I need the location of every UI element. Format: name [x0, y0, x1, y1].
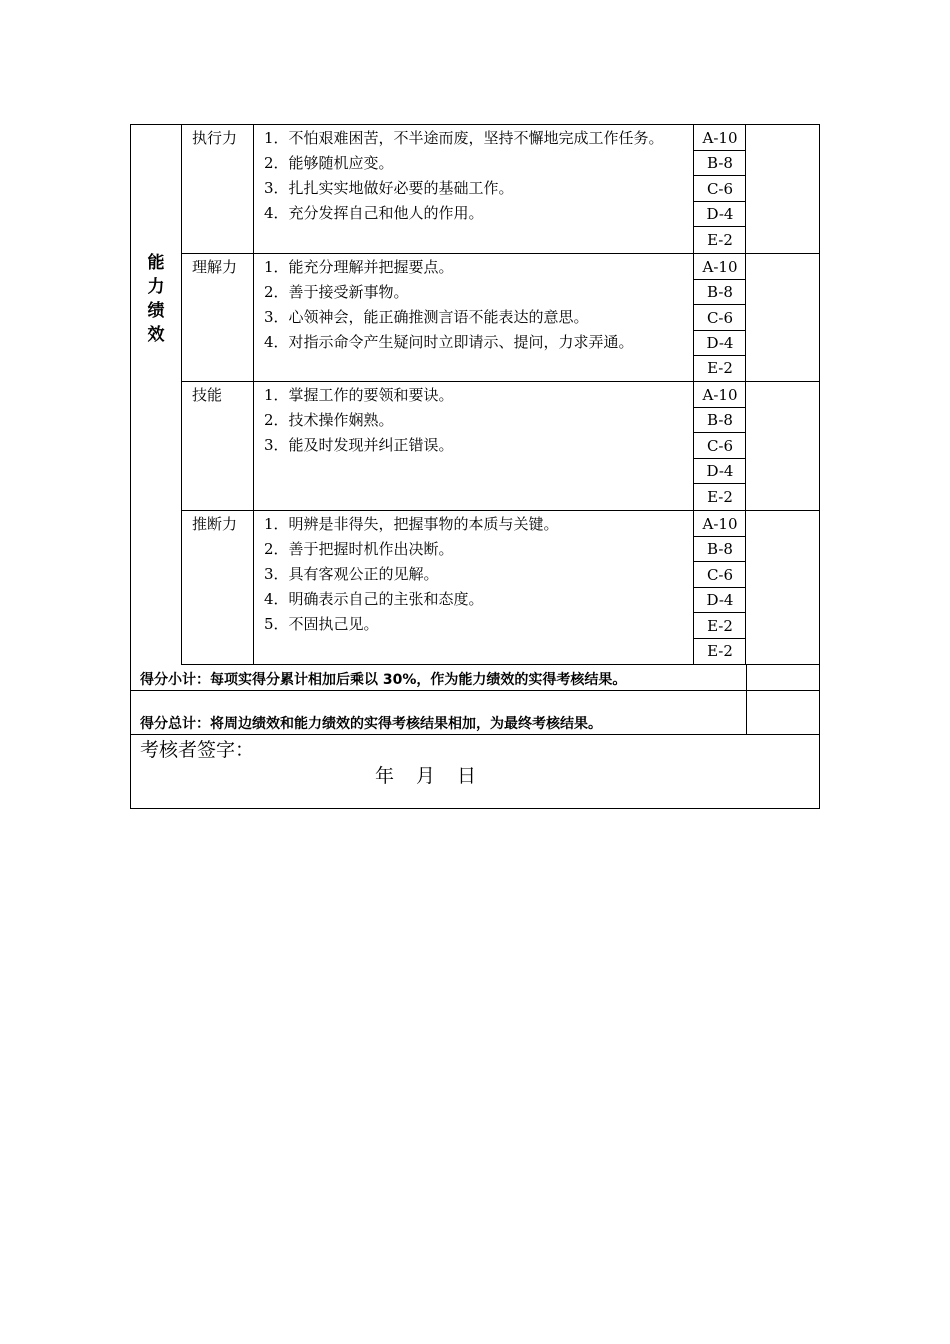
grade-cell[interactable]: D-4 [694, 331, 746, 356]
grade-cell[interactable]: A-10 [694, 382, 746, 408]
grade-cell[interactable]: C-6 [694, 176, 746, 202]
section-skills [182, 382, 819, 511]
grade-cell[interactable]: D-4 [694, 459, 746, 484]
grade-cell[interactable]: E-2 [707, 488, 733, 506]
score-cell[interactable] [746, 511, 819, 664]
total-text: 得分总计：将周边绩效和能力绩效的实得考核结果相加，为最终考核结果。 [140, 716, 602, 732]
signature-date [375, 761, 498, 788]
total-row [131, 691, 819, 735]
section-items [254, 511, 694, 664]
section-items [254, 254, 694, 381]
section-judgment [182, 511, 819, 665]
list-item: 3．扎扎实实地做好必要的基础工作。 [264, 179, 514, 197]
list-item: 3．具有客观公正的见解。 [264, 565, 439, 583]
section-name: 理解力 [182, 254, 254, 381]
date-year-label: 年 [375, 765, 395, 787]
subtotal-row [131, 665, 819, 691]
grade-column [694, 254, 746, 381]
score-cell[interactable] [746, 254, 819, 381]
list-item: 2．能够随机应变。 [264, 154, 394, 172]
section-name: 技能 [182, 382, 254, 510]
grade-cell[interactable]: B-8 [694, 151, 746, 176]
grade-cell[interactable]: E-2 [707, 231, 733, 249]
grade-cell[interactable]: C-6 [694, 562, 746, 588]
grade-cell[interactable]: E-2 [694, 613, 746, 639]
grade-cell[interactable]: D-4 [694, 588, 746, 613]
grade-cell[interactable]: A-10 [694, 511, 746, 537]
list-item: 4．对指示命令产生疑问时立即请示、提问，力求弄通。 [264, 333, 634, 351]
list-item: 2．善于接受新事物。 [264, 283, 409, 301]
grade-column [694, 125, 746, 253]
total-score-cell[interactable] [746, 691, 819, 734]
list-item: 4．明确表示自己的主张和态度。 [264, 590, 484, 608]
section-understanding [182, 254, 819, 382]
grade-cell[interactable]: A-10 [694, 125, 746, 151]
category-column [131, 125, 182, 665]
grade-cell[interactable]: D-4 [694, 202, 746, 227]
grade-column [694, 382, 746, 510]
section-name: 推断力 [182, 511, 254, 664]
list-item: 2．善于把握时机作出决断。 [264, 540, 454, 558]
subtotal-score-cell[interactable] [746, 665, 819, 690]
grade-cell[interactable]: C-6 [694, 433, 746, 459]
list-item: 1．不怕艰难困苦，不半途而废，坚持不懈地完成工作任务。 [264, 129, 664, 147]
list-item: 3．心领神会，能正确推测言语不能表达的意思。 [264, 308, 589, 326]
section-items [254, 382, 694, 510]
grade-cell[interactable]: B-8 [694, 408, 746, 433]
list-item: 1．掌握工作的要领和要诀。 [264, 386, 454, 404]
score-cell[interactable] [746, 382, 819, 510]
evaluation-form [130, 124, 820, 809]
list-item: 4．充分发挥自己和他人的作用。 [264, 204, 484, 222]
list-item: 5．不固执己见。 [264, 615, 379, 633]
list-item: 2．技术操作娴熟。 [264, 411, 394, 429]
list-item: 1．明辨是非得失，把握事物的本质与关键。 [264, 515, 559, 533]
section-execution [182, 125, 819, 254]
grade-cell[interactable]: B-8 [694, 280, 746, 305]
section-name: 执行力 [182, 125, 254, 253]
subtotal-text: 得分小计：每项实得分累计相加后乘以 30%，作为能力绩效的实得考核结果。 [140, 672, 627, 688]
grade-cell[interactable]: B-8 [694, 537, 746, 562]
list-item: 1．能充分理解并把握要点。 [264, 258, 454, 276]
grade-column [694, 511, 746, 664]
date-day-label: 日 [457, 765, 477, 787]
score-cell[interactable] [746, 125, 819, 253]
grade-cell[interactable]: A-10 [694, 254, 746, 280]
date-month-label: 月 [416, 765, 436, 787]
category-label: 能力绩效 [147, 253, 165, 345]
section-items [254, 125, 694, 253]
grade-cell[interactable]: C-6 [694, 305, 746, 331]
grade-cell[interactable]: E-2 [707, 359, 733, 377]
signature-label: 考核者签字： [140, 739, 255, 761]
list-item: 3．能及时发现并纠正错误。 [264, 436, 454, 454]
grade-cell[interactable]: E-2 [707, 642, 733, 660]
